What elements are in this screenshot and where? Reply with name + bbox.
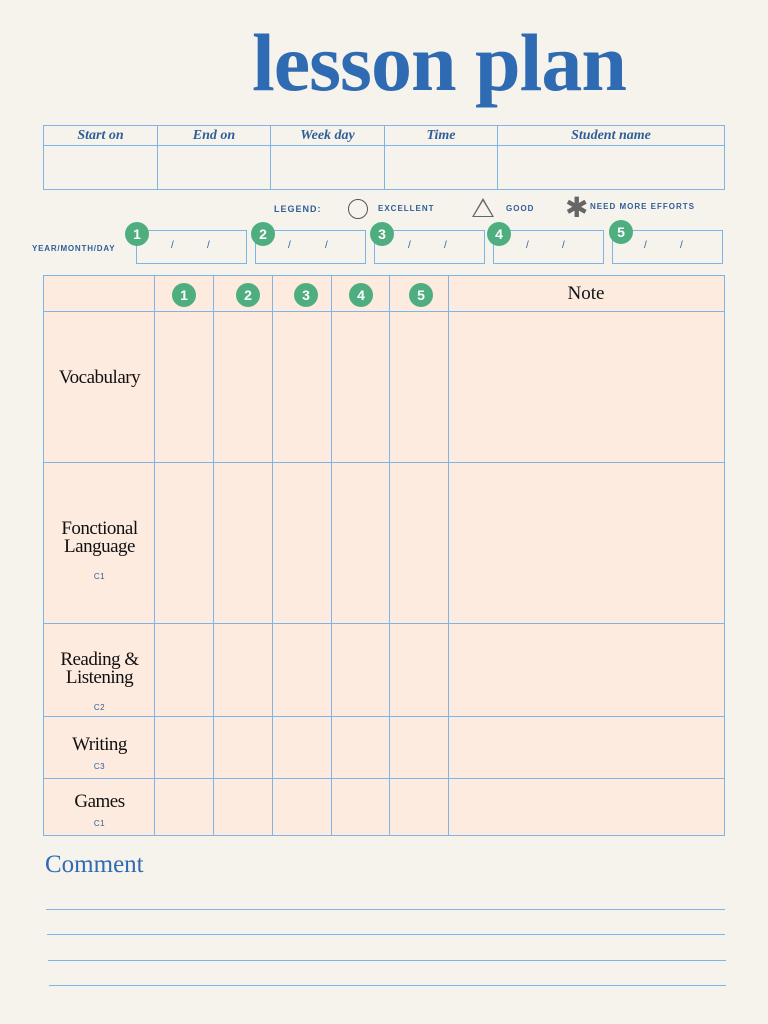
row-label-reading-listening bbox=[44, 651, 155, 717]
date-badge-1: 1 bbox=[125, 222, 149, 246]
comment-title: Comment bbox=[45, 851, 144, 878]
date-slash: / bbox=[444, 240, 447, 251]
header-student-name: Student name bbox=[498, 126, 724, 146]
row-label-functional-language bbox=[44, 520, 155, 586]
time-field[interactable] bbox=[385, 146, 498, 189]
need-more-asterisk-icon: ✱ bbox=[565, 191, 589, 224]
grid-column-divider bbox=[389, 276, 390, 835]
row-code: C1 bbox=[93, 819, 106, 828]
row-label-games bbox=[44, 793, 155, 833]
legend-excellent: EXCELLENT bbox=[378, 204, 435, 213]
date-slash: / bbox=[288, 240, 291, 251]
legend-label: LEGEND: bbox=[274, 204, 322, 214]
header-week-day: Week day bbox=[271, 126, 385, 146]
date-badge-4: 4 bbox=[487, 222, 511, 246]
column-badge-4: 4 bbox=[349, 283, 373, 307]
page-title: lesson plan bbox=[251, 17, 627, 108]
row-label-text: Vocabulary bbox=[58, 367, 141, 388]
comment-line[interactable] bbox=[49, 985, 726, 986]
date-slash: / bbox=[325, 240, 328, 251]
week-day-field[interactable] bbox=[271, 146, 385, 189]
row-code: C1 bbox=[93, 572, 106, 581]
header-time: Time bbox=[385, 126, 498, 146]
good-triangle-icon bbox=[472, 198, 494, 217]
end-on-field[interactable] bbox=[158, 146, 271, 189]
row-label-text: Writing bbox=[72, 734, 127, 755]
comment-line[interactable] bbox=[46, 909, 725, 910]
date-slash: / bbox=[562, 240, 565, 251]
column-badge-3: 3 bbox=[294, 283, 318, 307]
row-label-text: Games bbox=[74, 791, 125, 812]
grid-row-divider bbox=[44, 462, 724, 463]
legend-need-more: NEED MORE EFFORTS bbox=[590, 202, 696, 211]
grid-column-divider bbox=[448, 276, 449, 835]
row-label-text: Reading & Listening bbox=[60, 649, 139, 688]
date-slash: / bbox=[644, 240, 647, 251]
excellent-circle-icon bbox=[348, 199, 368, 219]
grid-row-divider bbox=[44, 623, 724, 624]
grid-row-divider bbox=[44, 778, 724, 779]
header-start-on: Start on bbox=[44, 126, 158, 146]
column-badge-2: 2 bbox=[236, 283, 260, 307]
legend-good: GOOD bbox=[506, 204, 535, 213]
row-label-vocabulary bbox=[44, 369, 155, 387]
column-badge-5: 5 bbox=[409, 283, 433, 307]
row-label-writing bbox=[44, 736, 155, 776]
date-badge-2: 2 bbox=[251, 222, 275, 246]
evaluation-grid bbox=[43, 275, 725, 836]
date-slash: / bbox=[526, 240, 529, 251]
grid-row-divider bbox=[44, 311, 724, 312]
date-slash: / bbox=[171, 240, 174, 251]
note-header: Note bbox=[567, 283, 605, 304]
row-code: C3 bbox=[93, 762, 106, 771]
student-name-field[interactable] bbox=[498, 146, 724, 189]
info-table bbox=[43, 125, 725, 190]
comment-line[interactable] bbox=[48, 960, 726, 961]
date-slash: / bbox=[680, 240, 683, 251]
grid-column-divider bbox=[213, 276, 214, 835]
grid-column-divider bbox=[331, 276, 332, 835]
date-slash: / bbox=[408, 240, 411, 251]
comment-line[interactable] bbox=[47, 934, 725, 935]
grid-column-divider bbox=[272, 276, 273, 835]
row-label-text: Fonctional Language bbox=[61, 518, 138, 557]
row-code: C2 bbox=[93, 703, 106, 712]
date-box-1[interactable] bbox=[136, 230, 247, 264]
column-badge-1: 1 bbox=[172, 283, 196, 307]
date-row-label: YEAR/MONTH/DAY bbox=[32, 244, 116, 253]
header-end-on: End on bbox=[158, 126, 271, 146]
date-badge-5: 5 bbox=[609, 220, 633, 244]
start-on-field[interactable] bbox=[44, 146, 158, 189]
date-slash: / bbox=[207, 240, 210, 251]
date-badge-3: 3 bbox=[370, 222, 394, 246]
